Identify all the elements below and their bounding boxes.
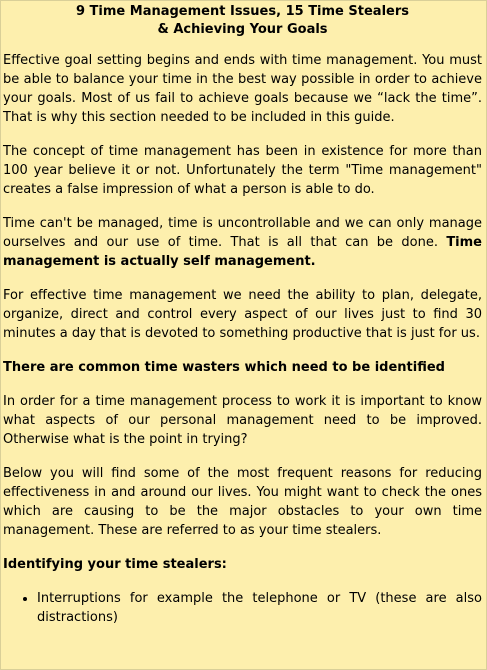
page-title bbox=[3, 3, 482, 39]
list-item: • Interruptions for example the telephone or TV (these are also distractions) bbox=[37, 589, 482, 627]
paragraph-goal-setting: Effective goal setting begins and ends with time management. You must be able to balance your time in the best way possible in order to achieve your goals. Most of us fail to achieve goals because we “lack the time”. That is why this section needed to be included in this guide. bbox=[3, 53, 482, 125]
paragraph-frequent-reasons: Below you will find some of the most frequent reasons for reducing effectiveness in and around our lives. You might want to check the ones which are causing to be the major obstacles to your own time management. These are referred to as your time stealers. bbox=[3, 466, 482, 538]
paragraph-process: In order for a time management process to work it is important to know what aspects of our personal management need to be improved. Otherwise what is the point in trying? bbox=[3, 394, 482, 447]
paragraph-effective-management: For effective time management we need the ability to plan, delegate, organize, direct and control every aspect of our lives just to find 30 minutes a day that is devoted to something productive that is just for us. bbox=[3, 288, 482, 341]
paragraph-self-management bbox=[3, 214, 482, 271]
heading-time-wasters: There are common time wasters which need to be identified bbox=[3, 360, 445, 375]
heading-time-stealers: Identifying your time stealers: bbox=[3, 557, 227, 572]
title-line-2: & Achieving Your Goals bbox=[157, 22, 328, 37]
paragraph-self-management-text: Time can't be managed, time is uncontrollable and we can only manage ourselves and our use of time. That is all that can be done. bbox=[3, 216, 482, 250]
paragraph-self-management-emphasis: Time management is actually self management. bbox=[3, 235, 482, 269]
paragraph-concept: The concept of time management has been in existence for more than 100 year believe it or not. Unfortunately the term "Time management" creates a false impression of what a person is able to do. bbox=[3, 144, 482, 197]
time-stealers-list bbox=[3, 589, 482, 627]
title-line-1: 9 Time Management Issues, 15 Time Stealers bbox=[75, 4, 409, 19]
